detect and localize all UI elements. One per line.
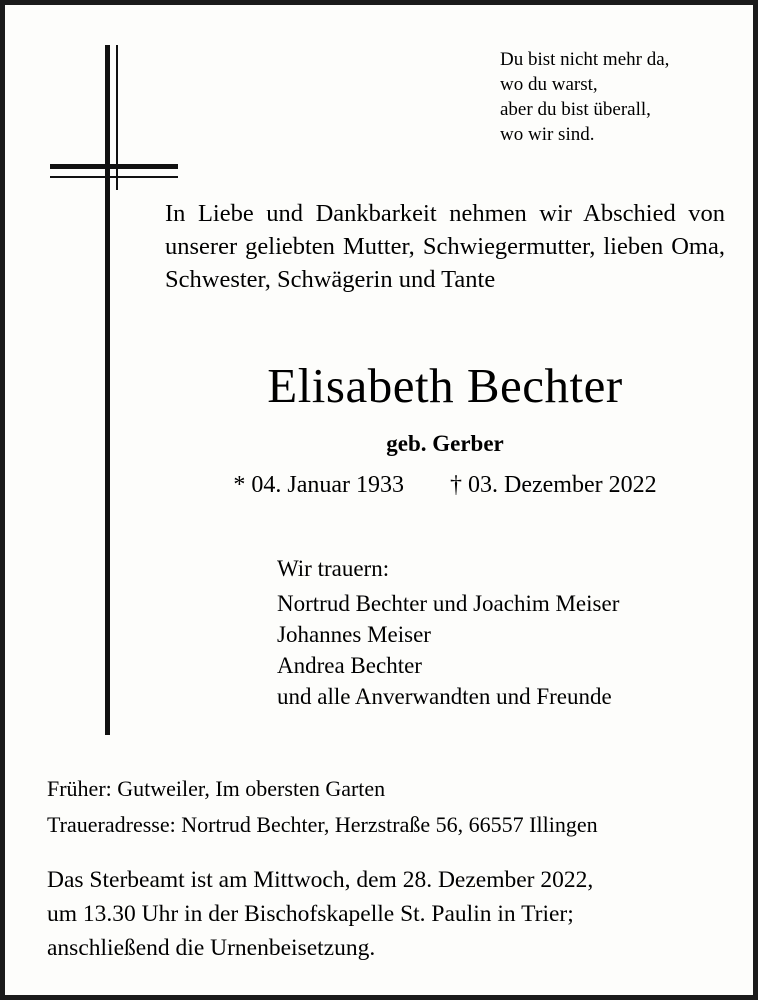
- list-item: Andrea Bechter: [277, 653, 422, 678]
- list-item: und alle Anverwandten und Freunde: [277, 684, 612, 709]
- list-item: Nortrud Bechter und Joachim Meiser: [277, 591, 620, 616]
- death-date: † 03. Dezember 2022: [450, 472, 657, 498]
- cross-horizontal-accent: [50, 176, 178, 178]
- address-block: [47, 771, 727, 843]
- verse-line-3: aber du bist überall,: [500, 99, 651, 120]
- cross-vertical-bar: [105, 45, 110, 735]
- service-line-2: um 13.30 Uhr in der Bischofskapelle St. Paulin in Trier;: [47, 901, 574, 927]
- mourners-heading: Wir trauern:: [277, 556, 390, 581]
- verse-line-2: wo du warst,: [500, 74, 598, 95]
- service-line-1: Das Sterbeamt ist am Mittwoch, dem 28. Dezember 2022,: [47, 867, 594, 893]
- verse-line-4: wo wir sind.: [500, 124, 595, 145]
- cross-horizontal-bar: [50, 164, 178, 169]
- birth-date: * 04. Januar 1933: [233, 472, 405, 498]
- obituary-inner-panel: [5, 5, 753, 995]
- list-item: Johannes Meiser: [277, 622, 431, 647]
- verse-line-1: Du bist nicht mehr da,: [500, 49, 670, 70]
- mourners-block: [277, 553, 737, 712]
- memorial-verse: [500, 47, 740, 147]
- mourning-address: Traueradresse: Nortrud Bechter, Herzstraße 56, 66557 Illingen: [47, 812, 598, 837]
- deceased-maiden-name: geb. Gerber: [386, 431, 504, 456]
- life-dates: [155, 470, 735, 500]
- former-residence: Früher: Gutweiler, Im obersten Garten: [47, 776, 386, 801]
- introduction-text: In Liebe und Dankbarkeit nehmen wir Abschied von unserer geliebten Mutter, Schwiegermutter, lieben Oma, Schwester, Schwägerin und Tante: [165, 200, 725, 293]
- service-line-3: anschließend die Urnenbeisetzung.: [47, 935, 376, 961]
- funeral-service-details: [47, 863, 737, 965]
- deceased-name: Elisabeth Bechter: [267, 358, 623, 413]
